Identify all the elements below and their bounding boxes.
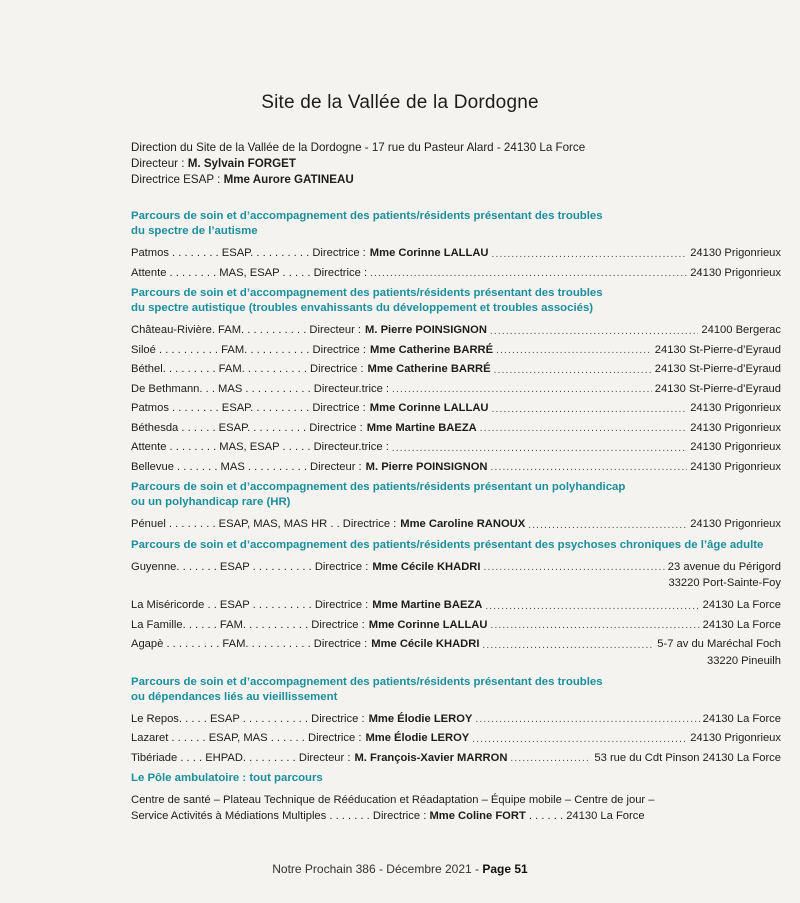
establishment-row [131,459,781,476]
establishment-info: Le Repos. . . . . ESAP . . . . . . . . . . . Directrice : [131,712,365,725]
establishment-address: 24130 Prigonrieux [690,247,781,259]
establishment-address: 24130 Prigonrieux [690,732,781,744]
section-title-line-1: Parcours de soin et d’accompagnement des patients/résidents présentant des troubles [131,210,603,222]
establishment-info: Agapè . . . . . . . . . FAM. . . . . . . . . . . Directrice : [131,638,368,650]
establishment-address: 24130 St-Pierre-d’Eyraud [654,363,781,375]
section-title [131,209,781,239]
dot-leader [490,618,699,633]
director-name: Mme Corinne LALLAU [369,247,489,259]
dot-leader [492,247,688,262]
ambulatoire-line-2 [131,808,781,824]
section-title [131,675,781,705]
establishment-row [131,420,781,437]
dot-leader [472,732,687,747]
section-title-line-2: ou un polyhandicap rare (HR) [131,496,291,508]
directeur-label: Directeur : [131,157,185,170]
establishment-address: 24130 La Force [702,712,781,725]
establishment-address: 24130 Prigonrieux [690,421,781,434]
director-name: M. François-Xavier MARRON [354,751,508,764]
establishment-address: 24130 La Force [702,618,781,631]
footer-publication: Notre Prochain 386 - Décembre 2021 - [272,862,483,876]
page-title: Site de la Vallée de la Dordogne [261,92,539,113]
section [131,209,781,281]
establishment-info: Lazaret . . . . . . ESAP, MAS . . . . . . Directrice : [131,732,362,744]
establishment-address: 24130 Prigonrieux [690,402,781,414]
footer-page-number: Page 51 [482,862,528,876]
section [131,538,781,669]
ambulatoire-section [131,771,781,824]
establishment-row [131,636,781,653]
dot-leader [483,560,664,575]
section-title-line-1: Parcours de soin et d’accompagnement des patients/résidents présentant des troubles [131,287,603,299]
section-title-line-2: du spectre autistique (troubles envahissants du développement et troubles associés) [131,302,594,314]
dot-leader [510,751,591,766]
section-title-line-1: Parcours de soin et d’accompagnement des patients/résidents présentant un polyhandicap [131,481,626,493]
establishment-address: 24130 Prigonrieux [690,266,781,279]
section-title [131,480,781,510]
establishment-address: 53 rue du Cdt Pinson 24130 La Force [594,751,781,764]
dot-leader [490,324,698,339]
section-title-line-2: ou dépendances liés au vieillissement [131,690,338,703]
directrice-label: Directrice ESAP : [131,173,221,186]
directrice-name: Mme Aurore GATINEAU [223,173,354,186]
establishment-address-line-2: 33220 Port-Sainte-Foy [668,577,781,589]
director-name: Mme Élodie LEROY [368,712,473,725]
establishment-row [131,361,781,378]
establishment-row [131,245,781,262]
establishment-address-line-2: 33220 Pineuilh [706,654,781,667]
dot-leader [485,599,699,614]
establishment-address: 24130 La Force [702,599,781,611]
directeur-line [131,156,781,172]
director-name: Mme Martine BAEZA [372,599,483,611]
establishment-info: Béthesda . . . . . . ESAP. . . . . . . . . . Directrice : [131,421,363,434]
director-name: Mme Catherine BARRÉ [367,363,491,375]
establishment-row [131,322,781,339]
establishment-address: 24100 Bergerac [701,324,781,336]
section-title-line-1: Parcours de soin et d’accompagnement des patients/résidents présentant des troubles [131,675,603,688]
director-name: Mme Martine BAEZA [366,421,477,434]
ambulatoire-address: . . . . . . 24130 La Force [528,810,645,822]
establishment-address: 5-7 av du Maréchal Foch [657,638,781,650]
director-name: Mme Élodie LEROY [365,732,470,744]
establishment-row [131,265,781,282]
establishment-info: Pénuel . . . . . . . . ESAP, MAS, MAS HR . . Directrice : [131,518,397,530]
establishment-info: Attente . . . . . . . . MAS, ESAP . . . . . Directrice : [131,266,368,279]
director-name: Mme Cécile KHADRI [371,638,480,650]
establishment-info: Château-Rivière. FAM. . . . . . . . . . . Directeur : [131,324,362,336]
director-name: Mme Catherine BARRÉ [370,343,494,356]
establishment-row [131,750,781,767]
dot-leader [475,712,699,727]
dot-leader [370,266,687,281]
establishment-info: La Famille. . . . . . FAM. . . . . . . . . . . Directrice : [131,618,365,631]
establishment-info: Guyenne. . . . . . . ESAP . . . . . . . . . . Directrice : [131,560,369,573]
establishment-info: Siloé . . . . . . . . . . FAM. . . . . . . . . . . Directrice : [131,343,366,356]
directory-content [131,140,781,829]
ambulatoire-service: Service Activités à Médiations Multiples . . . . . . . Directrice : [131,810,427,822]
section-title [131,538,781,553]
director-name: M. Pierre POINSIGNON [365,460,488,473]
establishment-info: De Bethmann. . . MAS . . . . . . . . . . . Directeur.trice : [131,382,390,395]
establishment-info: Patmos . . . . . . . . ESAP. . . . . . . . . . Directrice : [131,402,366,414]
director-name: Mme Caroline RANOUX [400,518,526,530]
establishment-row [131,711,781,728]
section [131,675,781,767]
establishment-info: Tibériade . . . . EHPAD. . . . . . . . . Directeur : [131,751,351,764]
directeur-name: M. Sylvain FORGET [187,157,296,170]
establishment-row [131,439,781,456]
director-name: Mme Corinne LALLAU [368,618,488,631]
establishment-row [131,516,781,533]
establishment-address: 24130 St-Pierre-d’Eyraud [654,343,781,356]
establishment-info: Patmos . . . . . . . . ESAP. . . . . . . . . . Directrice : [131,247,366,259]
dot-leader [392,382,652,397]
establishment-address: 24130 Prigonrieux [690,460,781,473]
establishment-row [131,559,781,576]
establishment-info: Bellevue . . . . . . . MAS . . . . . . . . . . Directeur : [131,460,362,473]
establishment-info: Béthel. . . . . . . . . FAM. . . . . . . . . . . Directrice : [131,363,364,375]
dot-leader [482,638,654,653]
direction-address: Direction du Site de la Vallée de la Dordogne - 17 rue du Pasteur Alard - 24130 La Force [131,141,586,154]
site-header [131,140,781,188]
establishment-address: 23 avenue du Périgord [667,560,781,573]
establishment-row [131,400,781,417]
establishment-row [131,730,781,747]
establishment-row [131,381,781,398]
establishment-row [131,342,781,359]
dot-leader [491,460,688,475]
establishment-address: 24130 Prigonrieux [690,518,781,530]
dot-leader [494,363,652,378]
section [131,286,781,475]
establishment-row [131,617,781,634]
establishment-info: Attente . . . . . . . . MAS, ESAP . . . . . Directeur.trice : [131,441,389,453]
ambulatoire-director: Mme Coline FORT [429,810,526,822]
ambulatoire-line-1: Centre de santé – Plateau Technique de Rééducation et Réadaptation – Équipe mobile – Centre de jour – [131,794,655,806]
director-name: Mme Cécile KHADRI [372,560,481,573]
section-title [131,286,781,316]
establishment-info: La Miséricorde . . ESAP . . . . . . . . . . Directrice : [131,599,369,611]
ambulatoire-title: Le Pôle ambulatoire : tout parcours [131,772,323,784]
establishment-address: 24130 Prigonrieux [690,441,781,453]
director-name: Mme Corinne LALLAU [369,402,489,414]
section-title-line-2: du spectre de l’autisme [131,225,258,237]
section-title-line-1: Parcours de soin et d’accompagnement des patients/résidents présentant des psychoses chroniques de l’âge adulte [131,538,764,551]
directrice-esap-line [131,172,781,188]
dot-leader [496,343,652,358]
dot-leader [480,421,687,436]
establishment-address: 24130 St-Pierre-d’Eyraud [654,382,781,395]
page-footer [0,862,800,876]
establishment-row [131,597,781,614]
section [131,480,781,533]
dot-leader [492,402,688,417]
dot-leader [528,518,687,533]
director-name: M. Pierre POINSIGNON [365,324,487,336]
dot-leader [392,441,687,456]
sections-container [131,209,781,766]
